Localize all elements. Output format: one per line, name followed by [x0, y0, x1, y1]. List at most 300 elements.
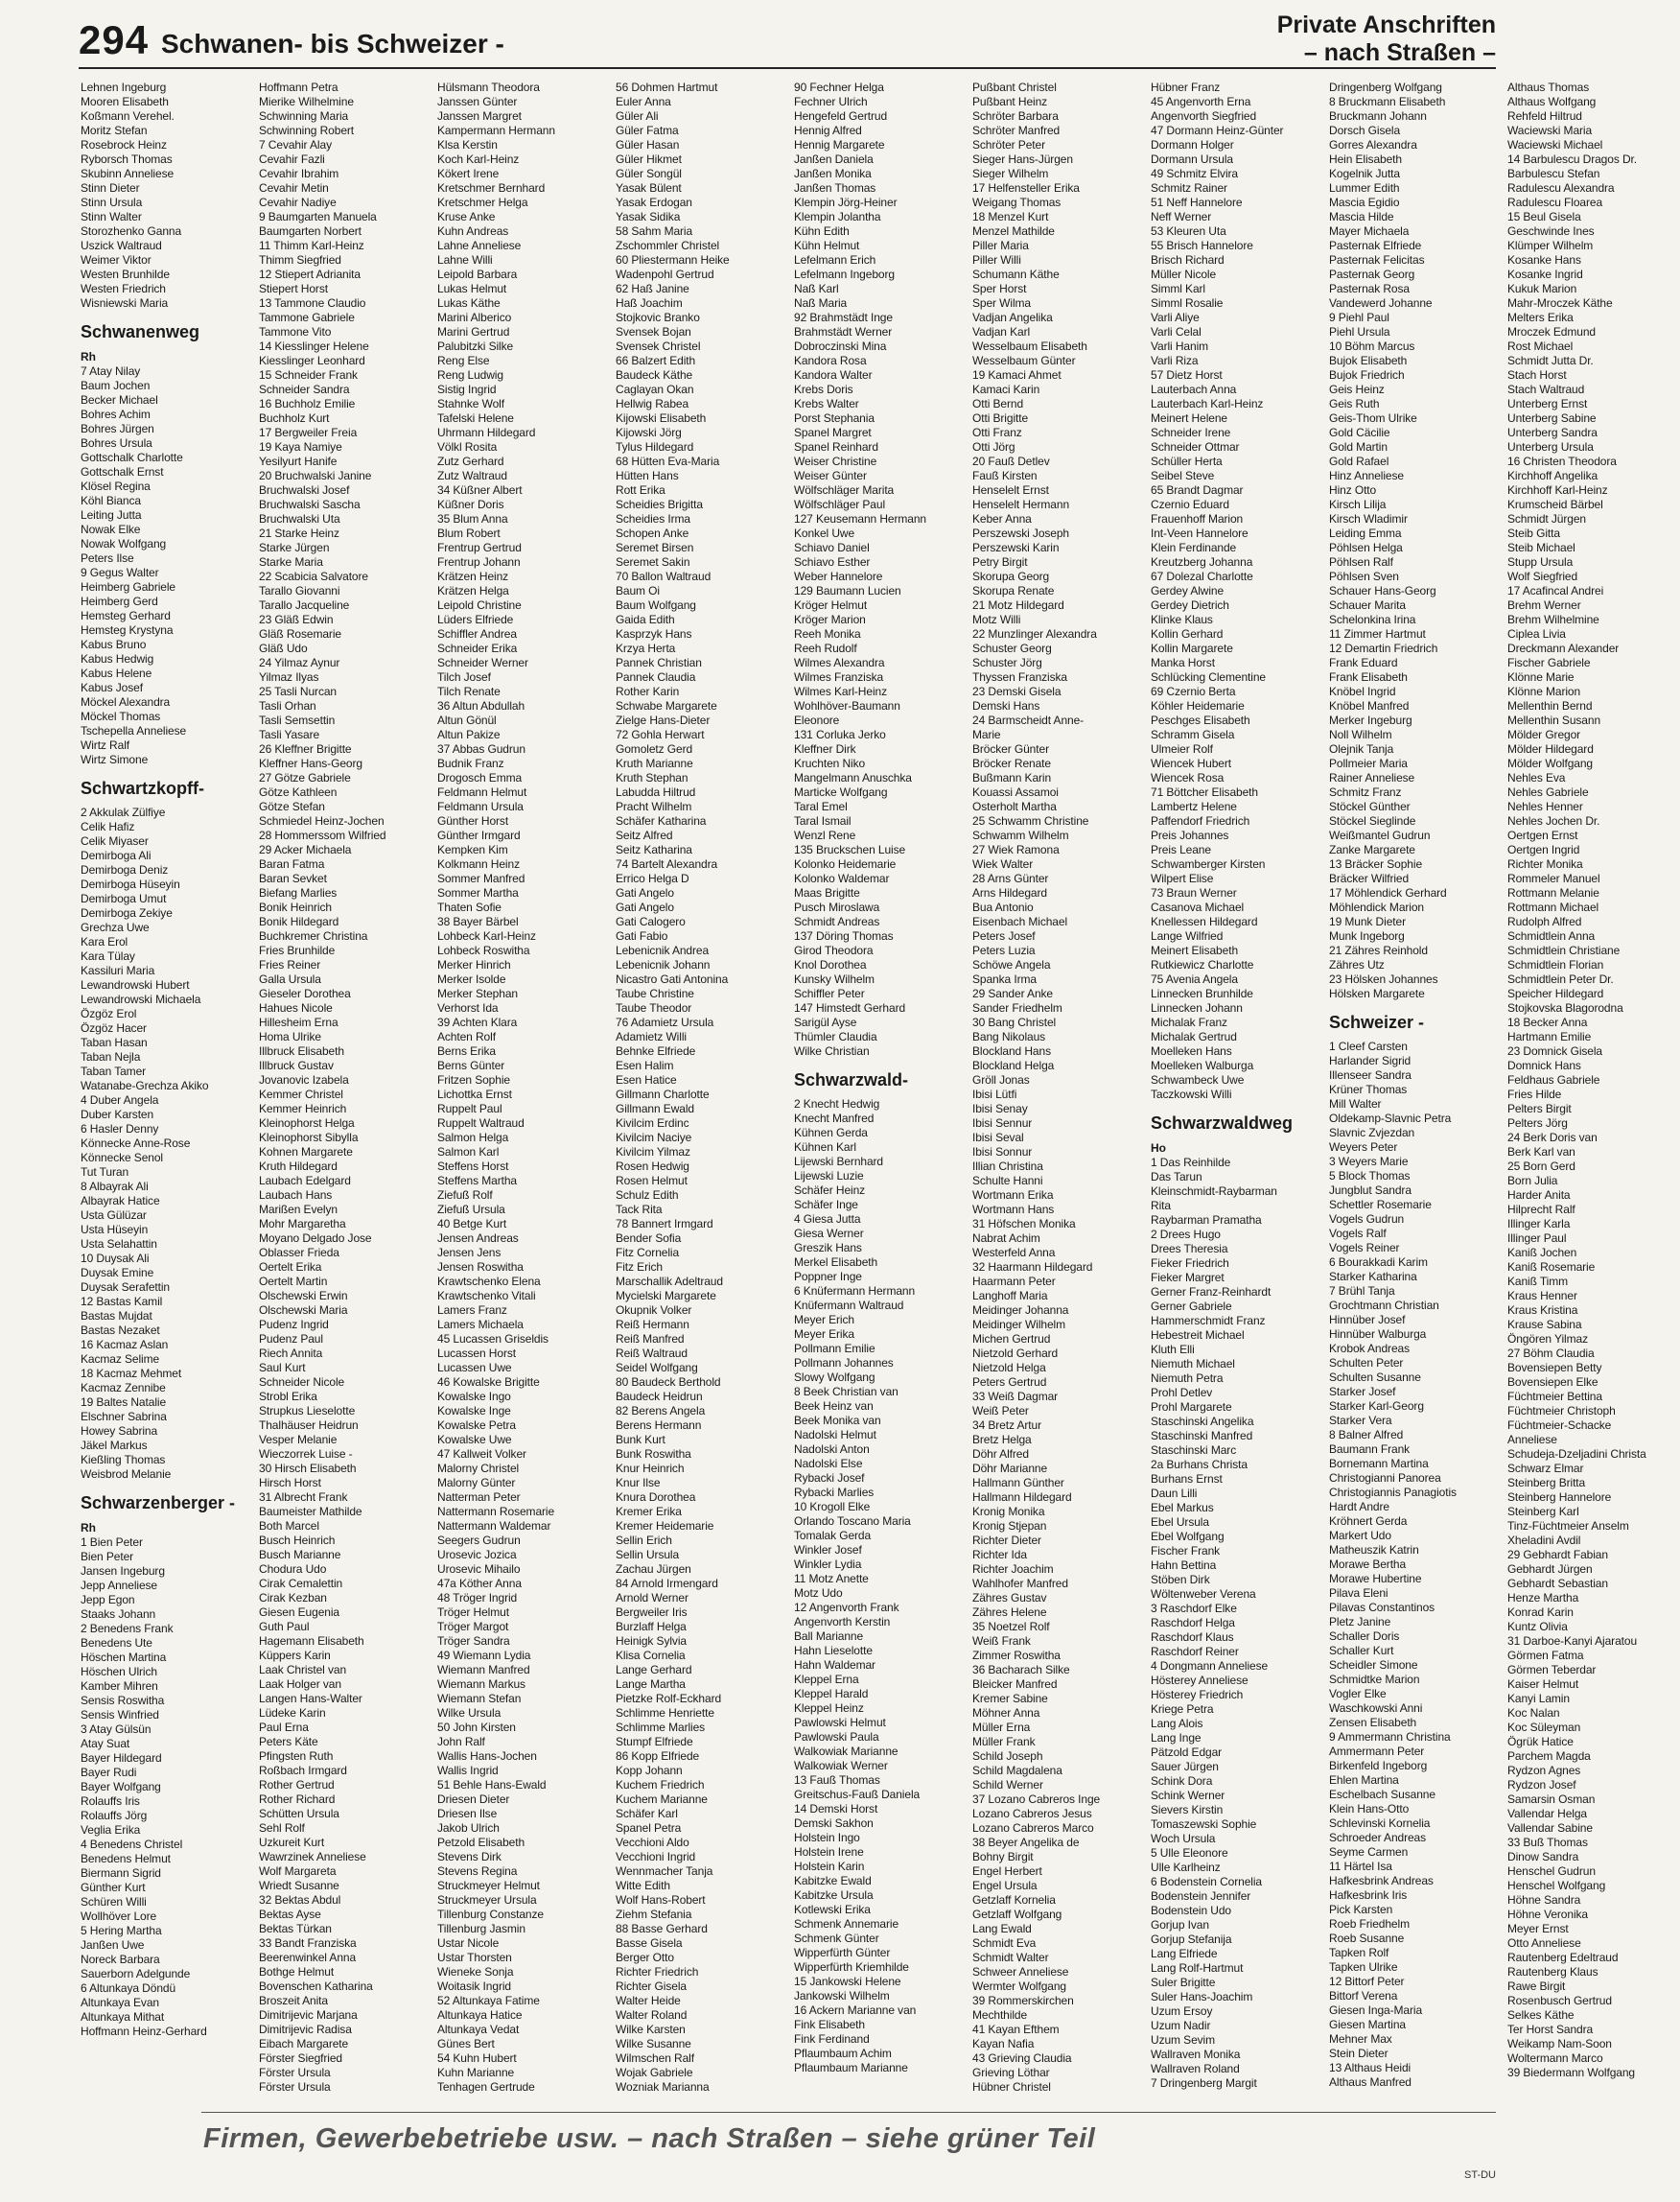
resident-entry: Thümler Claudia — [794, 1030, 877, 1043]
resident-entry: Leipold Barbara — [437, 268, 518, 281]
resident-entry: Bujok Elisabeth — [1329, 354, 1408, 367]
resident-entry: 68 Hütten Eva-Maria — [616, 455, 720, 468]
resident-entry: Usta Selahattin — [81, 1237, 157, 1251]
resident-entry: Knüfermann Waltraud — [794, 1299, 904, 1312]
resident-entry: Pusch Miroslawa — [794, 901, 880, 914]
resident-entry: Ryborsch Thomas — [81, 152, 173, 166]
resident-entry: 49 Schmitz Elvira — [1151, 167, 1238, 180]
resident-entry: Hillesheim Erna — [259, 1016, 338, 1029]
resident-entry: Schmidt Jutta Dr. — [1507, 354, 1594, 367]
resident-entry: 71 Böttcher Elisabeth — [1151, 785, 1258, 799]
resident-entry: Schauer Marita — [1329, 598, 1406, 612]
resident-entry: Taban Nejla — [81, 1050, 141, 1064]
resident-entry: Küßner Doris — [437, 498, 504, 511]
resident-entry: Schmidtlein Peter Dr. — [1507, 972, 1614, 986]
resident-entry: 24 Berk Doris van — [1507, 1131, 1598, 1144]
resident-entry: Stevens Dirk — [437, 1850, 502, 1863]
street-heading: Schwarzwald- — [794, 1070, 909, 1089]
resident-entry: 22 Munzlinger Alexandra — [972, 627, 1097, 641]
resident-entry: Reiß Hermann — [616, 1318, 689, 1331]
resident-entry: Kacmaz Zennibe — [81, 1381, 166, 1394]
resident-entry: Taban Tamer — [81, 1065, 147, 1078]
resident-entry: Morawe Bertha — [1329, 1558, 1407, 1571]
resident-entry: 11 Thimm Karl-Heinz — [259, 239, 364, 252]
resident-entry: 10 Böhm Marcus — [1329, 340, 1415, 353]
resident-entry: Nattermann Waldemar — [437, 1519, 551, 1533]
resident-entry: Menzel Mathilde — [972, 224, 1055, 238]
resident-entry: Hübner Franz — [1151, 81, 1221, 94]
resident-entry: Lüders Elfriede — [437, 613, 514, 626]
resident-entry: Laubach Hans — [259, 1188, 333, 1202]
resident-entry: Celik Miyaser — [81, 834, 149, 848]
resident-entry: Koch Karl-Heinz — [437, 152, 520, 166]
directory-column — [81, 81, 253, 2104]
resident-entry: Knur Heinrich — [616, 1462, 685, 1475]
resident-entry: Krawtschenko Elena — [437, 1275, 541, 1288]
resident-entry: 29 Acker Michaela — [259, 843, 352, 856]
resident-entry: Klempin Jolantha — [794, 210, 881, 223]
resident-entry: 17 Helfensteller Erika — [972, 181, 1080, 195]
resident-entry: Pawlowski Helmut — [794, 1716, 886, 1729]
resident-entry: Nabrat Achim — [972, 1231, 1040, 1245]
resident-entry: Schelonkina Irina — [1329, 613, 1416, 626]
resident-entry: Gerner Gabriele — [1151, 1300, 1232, 1313]
resident-entry: Wenzl Rene — [794, 829, 856, 842]
resident-entry: Oldekamp-Slavnic Petra — [1329, 1112, 1452, 1125]
resident-entry: Gläß Rosemarie — [259, 627, 341, 641]
resident-entry: Rehfeld Hiltrud — [1507, 109, 1582, 123]
resident-entry: Pasternak Rosa — [1329, 282, 1410, 295]
resident-entry: 5 Ulle Eleonore — [1151, 1846, 1228, 1860]
resident-entry: Svensek Bojan — [616, 325, 691, 339]
resident-entry: Hafkesbrink Iris — [1329, 1888, 1408, 1902]
resident-entry: Schudeja-Dzeljadini Christa — [1507, 1447, 1646, 1461]
resident-entry: Kruth Marianne — [616, 757, 693, 770]
resident-entry: Mohr Margaretha — [259, 1217, 346, 1230]
resident-entry: Errico Helga D — [616, 872, 689, 885]
resident-entry: Wilmes Franziska — [794, 670, 884, 684]
resident-entry: Hellwig Rabea — [616, 397, 689, 410]
resident-entry: Linnecken Johann — [1151, 1001, 1243, 1015]
resident-entry: Hahn Waldemar — [794, 1658, 875, 1672]
resident-entry: Natterman Peter — [437, 1490, 521, 1504]
resident-entry: Klösel Regina — [81, 480, 151, 493]
resident-entry: 66 Balzert Edith — [616, 354, 696, 367]
resident-entry: Kijowski Elisabeth — [616, 411, 707, 425]
resident-entry: Varli Celal — [1151, 325, 1202, 339]
resident-entry: Seitz Alfred — [616, 829, 673, 842]
resident-entry: Tenhagen Gertrude — [437, 2080, 535, 2094]
resident-entry: Wojak Gabriele — [616, 2066, 693, 2079]
resident-entry: Veglia Erika — [81, 1823, 141, 1837]
resident-entry: Döhr Marianne — [972, 1462, 1048, 1475]
resident-entry: Kuntz Olivia — [1507, 1620, 1568, 1633]
resident-entry: Kolonko Heidemarie — [794, 857, 897, 871]
resident-entry: 7 Dringenberg Margit — [1151, 2076, 1257, 2090]
resident-entry: Tylus Hildegard — [616, 440, 694, 454]
resident-entry: Uhrmann Hildegard — [437, 426, 536, 439]
resident-entry: Hösterey Friedrich — [1151, 1688, 1244, 1701]
resident-entry: Schulten Susanne — [1329, 1370, 1421, 1384]
resident-entry: Baumann Frank — [1329, 1442, 1411, 1456]
resident-entry: Ter Horst Sandra — [1507, 2023, 1594, 2036]
resident-entry: 34 Bretz Artur — [972, 1418, 1041, 1432]
resident-entry: Krumscheid Bärbel — [1507, 498, 1603, 511]
resident-entry: Wallraven Roland — [1151, 2062, 1240, 2075]
resident-entry: Weber Hannelore — [794, 570, 883, 583]
resident-entry: Vandewerd Johanne — [1329, 296, 1433, 310]
resident-entry: Wiencek Rosa — [1151, 771, 1225, 785]
resident-entry: Rottmann Michael — [1507, 901, 1599, 914]
resident-entry: Janßen Uwe — [81, 1938, 145, 1952]
resident-entry: Kiesslinger Leonhard — [259, 354, 365, 367]
resident-entry: 15 Jankowski Helene — [794, 1975, 901, 1988]
resident-entry: Yesilyurt Hanife — [259, 455, 338, 468]
resident-entry: Unterberg Sandra — [1507, 426, 1598, 439]
resident-entry: Bayer Wolfgang — [81, 1780, 161, 1793]
resident-entry: Ibisi Sennur — [972, 1116, 1033, 1130]
resident-entry: Lang Elfriede — [1151, 1947, 1218, 1960]
resident-entry: Sper Horst — [972, 282, 1027, 295]
resident-entry: Linnecken Brunhilde — [1151, 987, 1253, 1000]
resident-entry: Howey Sabrina — [81, 1424, 158, 1438]
resident-entry: 27 Götze Gabriele — [259, 771, 351, 785]
resident-entry: Parchem Magda — [1507, 1749, 1591, 1763]
resident-entry: Pelters Jörg — [1507, 1116, 1568, 1130]
resident-entry: Klempin Jörg-Heiner — [794, 196, 898, 209]
resident-entry: Budnik Franz — [437, 757, 504, 770]
resident-entry: Tasli Yasare — [259, 728, 320, 741]
resident-entry: Tack Rita — [616, 1203, 663, 1216]
resident-entry: Görmen Teberdar — [1507, 1663, 1597, 1676]
resident-entry: Zähres Helene — [972, 1605, 1047, 1619]
resident-entry: Schmidt Andreas — [794, 915, 880, 928]
resident-entry: Bovenschen Katharina — [259, 1979, 373, 1993]
resident-entry: Elschner Sabrina — [81, 1410, 167, 1423]
resident-entry: Reng Ludwig — [437, 368, 503, 382]
resident-entry: Leiting Jutta — [81, 508, 142, 522]
resident-entry: Schlevinski Kornelia — [1329, 1816, 1431, 1830]
resident-entry: Kleinophorst Sibylla — [259, 1131, 359, 1144]
resident-entry: Baudeck Käthe — [616, 368, 693, 382]
resident-entry: Skorupa Renate — [972, 584, 1055, 597]
resident-entry: Kleppel Harald — [794, 1687, 869, 1700]
resident-entry: 29 Gebhardt Fabian — [1507, 1548, 1608, 1561]
resident-entry: Stöckel Günther — [1329, 800, 1411, 813]
resident-entry: 12 Demartin Friedrich — [1329, 642, 1438, 655]
resident-entry: Mangelmann Anuschka — [794, 771, 912, 785]
resident-entry: 62 Haß Janine — [616, 282, 689, 295]
resident-entry: Fieker Margret — [1151, 1271, 1225, 1284]
resident-entry: 47 Kallweit Volker — [437, 1447, 526, 1461]
resident-entry: 14 Barbulescu Dragos Dr. — [1507, 152, 1638, 166]
resident-entry: Könnecke Senol — [81, 1151, 163, 1164]
resident-entry: Busch Marianne — [259, 1548, 341, 1561]
resident-entry: Cevahir Metin — [259, 181, 329, 195]
resident-entry: Vogels Ralf — [1329, 1227, 1387, 1240]
resident-entry: Kießling Thomas — [81, 1453, 166, 1466]
resident-entry: Saul Kurt — [259, 1361, 306, 1374]
resident-entry: Marini Alberico — [437, 311, 512, 324]
resident-entry: Schmidtke Marion — [1329, 1673, 1420, 1686]
resident-entry: Preis Johannes — [1151, 829, 1229, 842]
resident-entry: Demirboga Umut — [81, 892, 167, 905]
resident-entry: 4 Giesa Jutta — [794, 1212, 861, 1226]
resident-entry: Cirak Cemalettin — [259, 1577, 343, 1590]
resident-entry: 49 Wiemann Lydia — [437, 1649, 531, 1662]
resident-entry: Schmiedel Heinz-Jochen — [259, 814, 385, 828]
resident-entry: Günther Kurt — [81, 1881, 146, 1894]
resident-entry: Staschinski Manfred — [1151, 1429, 1253, 1442]
resident-entry: Geis-Thom Ulrike — [1329, 411, 1417, 425]
resident-entry: Kuchem Friedrich — [616, 1778, 705, 1792]
resident-entry: Schneider Ottmar — [1151, 440, 1240, 454]
resident-entry: Altunkaya Mithat — [81, 2010, 165, 2024]
resident-entry: 39 Achten Klara — [437, 1016, 518, 1029]
resident-entry: 13 Tammone Claudio — [259, 296, 366, 310]
resident-entry: Kriege Petra — [1151, 1702, 1214, 1716]
resident-entry: Sensis Winfried — [81, 1708, 159, 1722]
resident-entry: 21 Motz Hildegard — [972, 598, 1064, 612]
resident-entry: Stinn Dieter — [81, 181, 140, 195]
resident-entry: Arns Hildegard — [972, 886, 1047, 900]
resident-entry: Mycielski Margarete — [616, 1289, 716, 1302]
resident-entry: Öngören Yilmaz — [1507, 1332, 1588, 1346]
resident-entry: Lange Gerhard — [616, 1663, 692, 1676]
resident-entry: Özgöz Erol — [81, 1007, 137, 1020]
resident-entry: Taban Hasan — [81, 1036, 148, 1049]
resident-entry: 46 Kowalske Brigitte — [437, 1375, 540, 1389]
resident-entry: 5 Hering Martha — [81, 1924, 162, 1937]
resident-entry: Kabus Josef — [81, 681, 143, 694]
resident-entry: Jakob Ulrich — [437, 1821, 500, 1835]
resident-entry: Wallraven Monika — [1151, 2048, 1241, 2061]
resident-entry: Mölder Wolfgang — [1507, 757, 1593, 770]
resident-entry: Noreck Barbara — [81, 1953, 160, 1966]
resident-entry: Reiß Waltraud — [616, 1347, 688, 1360]
resident-entry: 25 Tasli Nurcan — [259, 685, 337, 698]
resident-entry: Kökert Irene — [437, 167, 500, 180]
resident-entry: Kretschmer Bernhard — [437, 181, 546, 195]
resident-entry: Schink Dora — [1151, 1774, 1213, 1788]
resident-entry: 82 Berens Angela — [616, 1404, 706, 1417]
resident-entry: Taube Theodor — [616, 1001, 692, 1015]
resident-entry: Nietzold Gerhard — [972, 1347, 1059, 1360]
resident-entry: Ulmeier Rolf — [1151, 742, 1213, 756]
resident-entry: Melters Erika — [1507, 311, 1574, 324]
resident-entry: Görmen Fatma — [1507, 1649, 1584, 1662]
resident-entry: Reeh Rudolf — [794, 642, 857, 655]
resident-entry: 12 Bittorf Peter — [1329, 1975, 1405, 1988]
resident-entry: Schink Werner — [1151, 1789, 1225, 1802]
directory-columns — [81, 81, 1646, 2104]
resident-entry: 26 Kleffner Brigitte — [259, 742, 352, 756]
resident-entry: Seitz Katharina — [616, 843, 692, 856]
resident-entry: Wawrzinek Anneliese — [259, 1850, 366, 1863]
resident-entry: Lebenicnik Andrea — [616, 944, 710, 957]
resident-entry: Czernio Eduard — [1151, 498, 1229, 511]
resident-entry: Nadolski Helmut — [794, 1428, 876, 1441]
resident-entry: 11 Zimmer Hartmut — [1329, 627, 1426, 641]
resident-entry: Porst Stephania — [794, 411, 875, 425]
resident-entry: Weyers Peter — [1329, 1140, 1398, 1154]
resident-entry: Lefelmann Ingeborg — [794, 268, 895, 281]
resident-entry: Gorjup Stefanija — [1151, 1933, 1232, 1946]
resident-entry: Lamers Franz — [437, 1303, 507, 1317]
resident-entry: Richter Monika — [1507, 857, 1583, 871]
resident-entry: Koßmann Verehel. — [81, 109, 175, 123]
resident-entry: Schulten Peter — [1329, 1356, 1404, 1370]
resident-entry: Roeb Friedhelm — [1329, 1917, 1410, 1931]
resident-entry: Schmidtlein Christiane — [1507, 944, 1621, 957]
resident-entry: Xheladini Avdil — [1507, 1534, 1581, 1547]
resident-entry: Vallendar Helga — [1507, 1807, 1587, 1820]
resident-entry: Baum Wolfgang — [616, 598, 696, 612]
resident-entry: Uzkureit Kurt — [259, 1836, 325, 1849]
resident-entry: Perszewski Joseph — [972, 527, 1070, 540]
resident-entry: Usta Gülüzar — [81, 1208, 147, 1222]
resident-entry: Sieger Hans-Jürgen — [972, 152, 1073, 166]
resident-entry: Pollmeier Maria — [1329, 757, 1408, 770]
resident-entry: 80 Baudeck Berthold — [616, 1375, 721, 1389]
resident-entry: Geis Ruth — [1329, 397, 1380, 410]
resident-entry: 28 Hommerssom Wilfried — [259, 829, 386, 842]
resident-entry: Manka Horst — [1151, 656, 1215, 669]
resident-entry: Schütten Ursula — [259, 1807, 339, 1820]
resident-entry: Bornemann Martina — [1329, 1457, 1429, 1470]
resident-entry: Lijewski Luzie — [794, 1169, 864, 1183]
resident-entry: Starker Karl-Georg — [1329, 1399, 1424, 1413]
resident-entry: Lohbeck Karl-Heinz — [437, 929, 536, 943]
resident-entry: Selkes Käthe — [1507, 2008, 1575, 2022]
resident-entry: Gläß Udo — [259, 642, 308, 655]
resident-entry: Ruppelt Paul — [437, 1102, 502, 1115]
resident-entry: Henselelt Ernst — [972, 483, 1049, 497]
resident-entry: 17 Möhlendick Gerhard — [1329, 886, 1447, 900]
resident-entry: Walter Heide — [616, 1994, 681, 2007]
resident-entry: Pudenz Ingrid — [259, 1318, 329, 1331]
resident-entry: 8 Beek Christian van — [794, 1385, 898, 1398]
resident-entry: 19 Munk Dieter — [1329, 915, 1406, 928]
resident-entry: 129 Baumann Lucien — [794, 584, 901, 597]
resident-entry: Förster Ursula — [259, 2066, 331, 2079]
resident-entry: 13 Bräcker Sophie — [1329, 857, 1423, 871]
resident-entry: Oertgen Ingrid — [1507, 843, 1580, 856]
resident-entry: 1 Cleef Carsten — [1329, 1040, 1408, 1053]
resident-entry: Oertelt Martin — [259, 1275, 328, 1288]
resident-entry: 1 Bien Peter — [81, 1535, 143, 1549]
resident-entry: Raschdorf Helga — [1151, 1616, 1235, 1629]
resident-entry: Bittorf Verena — [1329, 1989, 1398, 2003]
resident-entry: Oblasser Frieda — [259, 1246, 339, 1259]
resident-entry: Maas Brigitte — [794, 886, 860, 900]
resident-entry: Bruchwalski Josef — [259, 483, 350, 497]
resident-entry: Janßen Daniela — [794, 152, 874, 166]
resident-entry: Otti Franz — [972, 426, 1022, 439]
resident-entry: Sauerborn Adelgunde — [81, 1967, 191, 1980]
resident-entry: Wozniak Marianna — [616, 2080, 710, 2094]
resident-entry: Bohres Jürgen — [81, 422, 154, 435]
resident-entry: Merker Hinrich — [437, 958, 511, 972]
resident-entry: Gillmann Ewald — [616, 1102, 694, 1115]
resident-entry: Christogianni Panorea — [1329, 1471, 1441, 1485]
directory-column — [1329, 81, 1502, 2104]
resident-entry: Kivilcim Yilmaz — [616, 1145, 690, 1159]
resident-entry: 18 Becker Anna — [1507, 1016, 1588, 1029]
resident-entry: Ustar Thorsten — [437, 1951, 512, 1964]
resident-entry: Thaten Sofie — [437, 901, 502, 914]
resident-entry: 14 Kiesslinger Helene — [259, 340, 369, 353]
resident-entry: Urosevic Jozica — [437, 1548, 517, 1561]
header-rule — [79, 67, 1496, 69]
resident-entry: Rommeler Manuel — [1507, 872, 1600, 885]
resident-entry: Lambertz Helene — [1151, 800, 1237, 813]
resident-entry: Thyssen Franziska — [972, 670, 1067, 684]
resident-entry: Pflaumbaum Marianne — [794, 2061, 908, 2074]
resident-entry: Simml Rosalie — [1151, 296, 1224, 310]
resident-entry: Fitz Cornelia — [616, 1246, 680, 1259]
resident-entry: Heinigk Sylvia — [616, 1634, 687, 1648]
resident-entry: 67 Dolezal Charlotte — [1151, 570, 1253, 583]
resident-entry: Moelleken Hans — [1151, 1044, 1232, 1058]
resident-entry: Urosevic Mihailo — [437, 1562, 521, 1576]
resident-entry: Rosen Hedwig — [616, 1160, 689, 1173]
resident-entry: Tapken Ulrike — [1329, 1960, 1398, 1974]
resident-entry: Albayrak Hatice — [81, 1194, 160, 1207]
resident-entry: Rottmann Melanie — [1507, 886, 1599, 900]
resident-entry: Schneider Irene — [1151, 426, 1231, 439]
resident-entry: Schaller Kurt — [1329, 1644, 1394, 1657]
resident-entry: Weiser Günter — [794, 469, 867, 482]
resident-entry: Niemuth Michael — [1151, 1357, 1235, 1370]
directory-column — [616, 81, 788, 2104]
resident-entry: Wilmes Alexandra — [794, 656, 885, 669]
resident-entry: Rother Richard — [259, 1792, 336, 1806]
resident-entry: John Ralf — [437, 1735, 485, 1748]
resident-entry: Bayer Hildegard — [81, 1751, 162, 1765]
resident-entry: Merker Stephan — [437, 987, 518, 1000]
resident-entry: Starker Josef — [1329, 1385, 1396, 1398]
resident-entry: Jankowski Wilhelm — [794, 1989, 890, 2003]
resident-entry: Stöckel Sieglinde — [1329, 814, 1416, 828]
resident-entry: Kuhn Andreas — [437, 224, 509, 238]
resident-entry: Lahne Anneliese — [437, 239, 522, 252]
resident-entry: Petzold Elisabeth — [437, 1836, 525, 1849]
resident-entry: Krobok Andreas — [1329, 1342, 1410, 1355]
resident-entry: Uszick Waltraud — [81, 239, 162, 252]
resident-entry: 31 Albrecht Frank — [259, 1490, 348, 1504]
resident-entry: Heimberg Gabriele — [81, 580, 176, 594]
resident-entry: Hein Elisabeth — [1329, 152, 1402, 166]
resident-entry: Rydzon Agnes — [1507, 1764, 1581, 1777]
resident-entry: Vogels Gudrun — [1329, 1212, 1405, 1226]
resident-entry: Klönne Marie — [1507, 670, 1575, 684]
resident-entry: Bovensiepen Betty — [1507, 1361, 1602, 1374]
resident-entry: Kluth Elli — [1151, 1343, 1195, 1356]
resident-entry: Kowalske Ingo — [437, 1390, 511, 1403]
resident-entry: Ziehm Stefania — [616, 1908, 692, 1921]
resident-entry: Schneider Sandra — [259, 383, 350, 396]
resident-entry: Kara Erol — [81, 935, 128, 949]
resident-entry: Götze Kathleen — [259, 785, 338, 799]
resident-entry: Illinger Paul — [1507, 1231, 1567, 1245]
resident-entry: 6 Hasler Denny — [81, 1122, 159, 1136]
resident-entry: Zähres Gustav — [972, 1591, 1047, 1605]
resident-entry: 4 Benedens Christel — [81, 1838, 183, 1851]
resident-entry: 29 Sander Anke — [972, 987, 1054, 1000]
resident-entry: 1 Das Reinhilde — [1151, 1156, 1231, 1169]
resident-entry: Wesselbaum Elisabeth — [972, 340, 1087, 353]
